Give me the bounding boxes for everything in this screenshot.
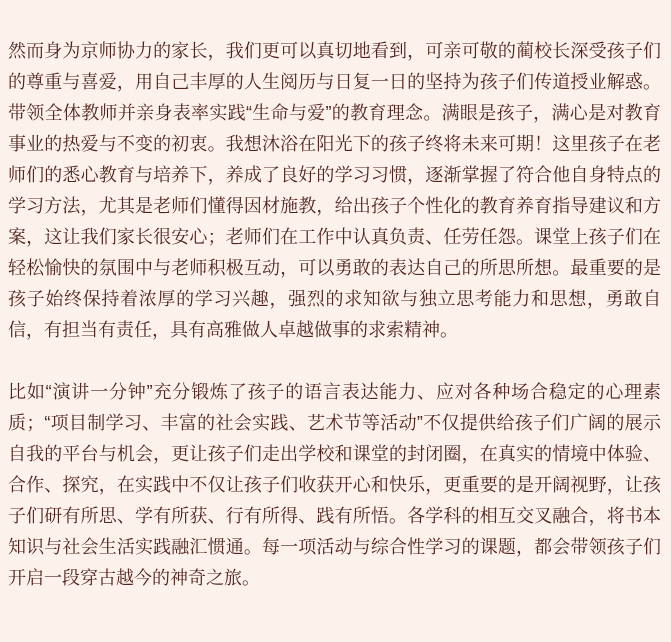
text-line: 信，有担当有责任，具有高雅做人卓越做事的求索精神。 — [8, 320, 458, 340]
text-line: 师们的悉心教育与培养下，养成了良好的学习习惯，逐渐掌握了符合他自身特点的 — [8, 165, 661, 185]
text-line: 比如“演讲一分钟”充分锻炼了孩子的语言表达能力、应对各种场合稳定的心理素 — [8, 382, 661, 402]
text-line: 孩子始终保持着浓厚的学习兴趣，强烈的求知欲与独立思考能力和思想，勇敢自 — [8, 289, 661, 309]
text-line: 子们研有所思、学有所获、行有所得、践有所悟。各学科的相互交叉融合，将书本 — [8, 506, 661, 526]
paragraph — [8, 377, 661, 594]
text-line: 合作、探究，在实践中不仅让孩子们收获开心和快乐，更重要的是开阔视野，让孩 — [8, 475, 661, 495]
text-line: 质；“项目制学习、丰富的社会实践、艺术节等活动”不仅提供给孩子们广阔的展示 — [8, 413, 661, 433]
paragraph — [8, 36, 661, 346]
text-line: 然而身为京师协力的家长，我们更可以真切地看到，可亲可敬的蔺校长深受孩子们 — [8, 41, 661, 61]
text-line: 案，这让我们家长很安心；老师们在工作中认真负责、任劳任怨。课堂上孩子们在 — [8, 227, 661, 247]
text-line: 开启一段穿古越今的神奇之旅。 — [8, 568, 260, 588]
text-line: 的尊重与喜爱，用自己丰厚的人生阅历与日复一日的坚持为孩子们传道授业解惑。 — [8, 72, 661, 92]
text-line: 自我的平台与机会，更让孩子们走出学校和课堂的封闭圈，在真实的情境中体验、 — [8, 444, 661, 464]
text-line: 带领全体教师并亲身表率实践“生命与爱”的教育理念。满眼是孩子，满心是对教育 — [8, 103, 661, 123]
text-line: 事业的热爱与不变的初衷。我想沐浴在阳光下的孩子终将未来可期！这里孩子在老 — [8, 134, 661, 154]
text-line: 知识与社会生活实践融汇惯通。每一项活动与综合性学习的课题，都会带领孩子们 — [8, 537, 661, 557]
text-line: 学习方法，尤其是老师们懂得因材施教，给出孩子个性化的教育养育指导建议和方 — [8, 196, 661, 216]
text-line: 轻松愉快的氛围中与老师积极互动，可以勇敢的表达自己的所思所想。最重要的是 — [8, 258, 661, 278]
